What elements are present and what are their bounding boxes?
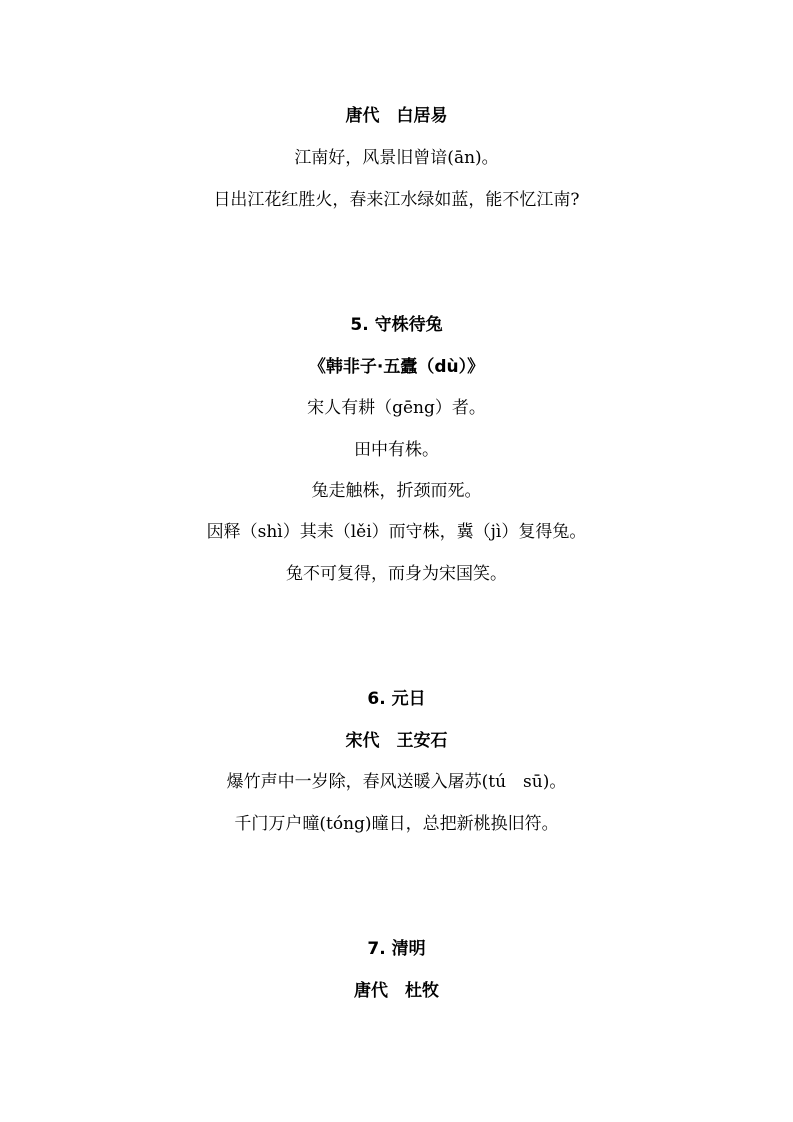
section-5-line-4: 因释（shì）其耒（lěi）而守株，冀（jì）复得兔。: [206, 522, 587, 542]
section-5-line-3: 兔走触株，折颈而死。: [311, 481, 482, 501]
section-5-line-2: 田中有株。: [354, 440, 439, 460]
section-7-title: 7. 清明: [367, 939, 426, 959]
section-7-author: 唐代 杜牧: [354, 981, 439, 1001]
section-6-title: 6. 元日: [367, 689, 426, 709]
section-1-line-2: 日出江花红胜火，春来江水绿如蓝，能不忆江南?: [213, 190, 580, 210]
section-6-line-2: 千门万户曈(tóng)曈日，总把新桃换旧符。: [234, 814, 559, 834]
section-1-author: 唐代 白居易: [345, 106, 448, 126]
section-6-line-1: 爆竹声中一岁除，春风送暖入屠苏(tú sū)。: [226, 772, 567, 792]
section-5-author: 《韩非子·五蠹（dù）》: [308, 357, 485, 377]
section-5-line-1: 宋人有耕（gēng）者。: [307, 398, 486, 418]
section-6-author: 宋代 王安石: [345, 731, 448, 751]
section-5-title: 5. 守株待兔: [350, 315, 443, 335]
section-5-line-5: 兔不可复得，而身为宋国笑。: [286, 564, 507, 584]
section-1-line-1: 江南好，风景旧曾谙(ān)。: [294, 148, 499, 168]
